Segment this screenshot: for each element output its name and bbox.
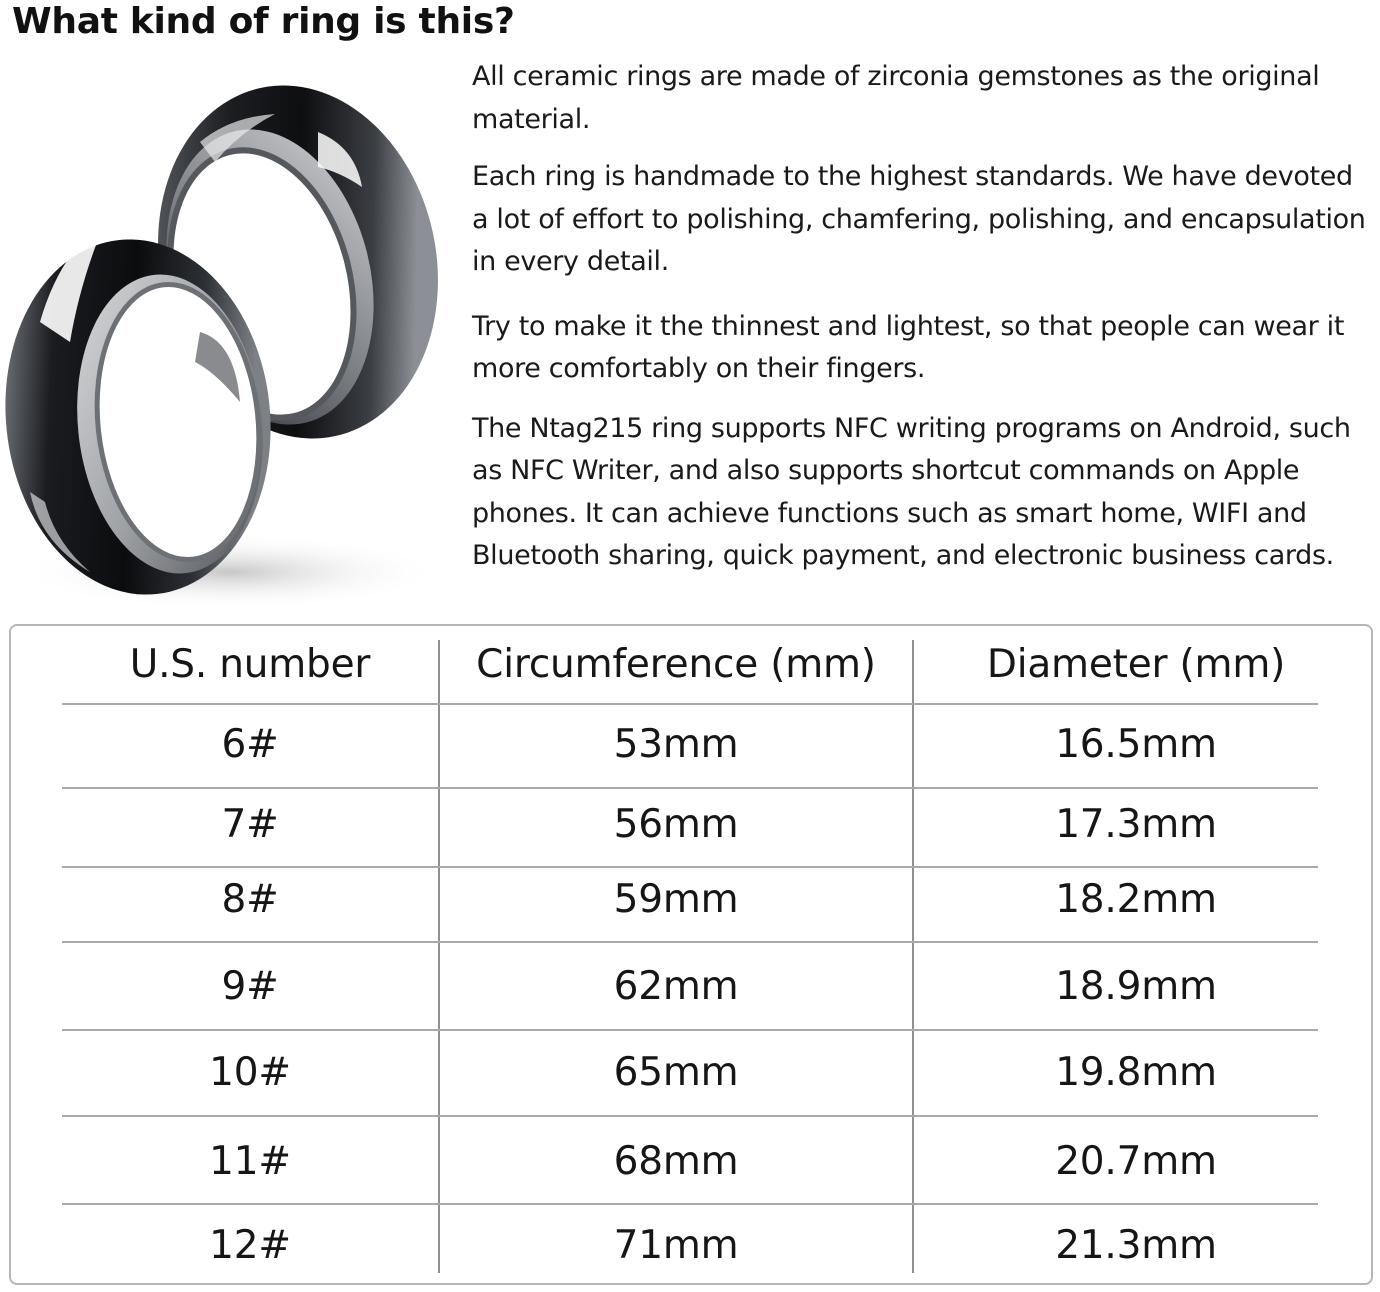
table-cell-circumference: 56mm	[613, 802, 739, 847]
ceramic-rings-image	[0, 72, 450, 617]
row-divider	[62, 866, 1318, 868]
table-cell-circumference: 53mm	[613, 722, 739, 767]
table-cell-diameter: 21.3mm	[1055, 1223, 1217, 1268]
table-cell-circumference: 59mm	[613, 877, 739, 922]
table-cell-diameter: 18.2mm	[1055, 877, 1217, 922]
table-cell-circumference: 68mm	[613, 1139, 739, 1184]
table-cell-diameter: 18.9mm	[1055, 964, 1217, 1009]
table-cell-diameter: 19.8mm	[1055, 1050, 1217, 1095]
table-cell-diameter: 16.5mm	[1055, 722, 1217, 767]
table-cell-size: 6#	[221, 722, 279, 767]
table-cell-circumference: 71mm	[613, 1223, 739, 1268]
row-divider	[62, 787, 1318, 789]
table-cell-diameter: 17.3mm	[1055, 802, 1217, 847]
table-cell-size: 10#	[209, 1050, 291, 1095]
row-divider	[62, 703, 1318, 705]
description	[472, 56, 1372, 578]
description-paragraph-material: All ceramic rings are made of zirconia gemstones as the original material.	[472, 61, 1320, 135]
row-divider	[62, 1115, 1318, 1117]
table-header-us-number: U.S. number	[129, 642, 371, 687]
table-header-diameter: Diameter (mm)	[986, 642, 1286, 687]
description-paragraph-nfc: The Ntag215 ring supports NFC writing programs on Android, such as NFC Writer, and also supports shortcut commands on Apple phones. It can achieve functions such as smart home, WIFI and Bluetooth sharing, quick payment, and electronic business cards.	[472, 412, 1351, 571]
table-cell-circumference: 65mm	[613, 1050, 739, 1095]
row-divider	[62, 1029, 1318, 1031]
table-cell-size: 8#	[221, 877, 279, 922]
table-cell-size: 9#	[221, 964, 279, 1009]
table-cell-diameter: 20.7mm	[1055, 1139, 1217, 1184]
row-divider	[62, 941, 1318, 943]
table-cell-size: 7#	[221, 802, 279, 847]
table-header-circumference: Circumference (mm)	[476, 642, 876, 687]
row-divider	[62, 1203, 1318, 1205]
description-paragraph-comfort: Try to make it the thinnest and lightest, so that people can wear it more comfortably on their fingers.	[472, 310, 1345, 384]
page-title: What kind of ring is this?	[12, 1, 515, 42]
table-cell-size: 11#	[209, 1139, 291, 1184]
description-paragraph-handmade: Each ring is handmade to the highest standards. We have devoted a lot of effort to polishing, chamfering, polishing, and encapsulation in every detail.	[472, 161, 1366, 277]
table-cell-circumference: 62mm	[613, 964, 739, 1009]
table-cell-size: 12#	[209, 1223, 291, 1268]
